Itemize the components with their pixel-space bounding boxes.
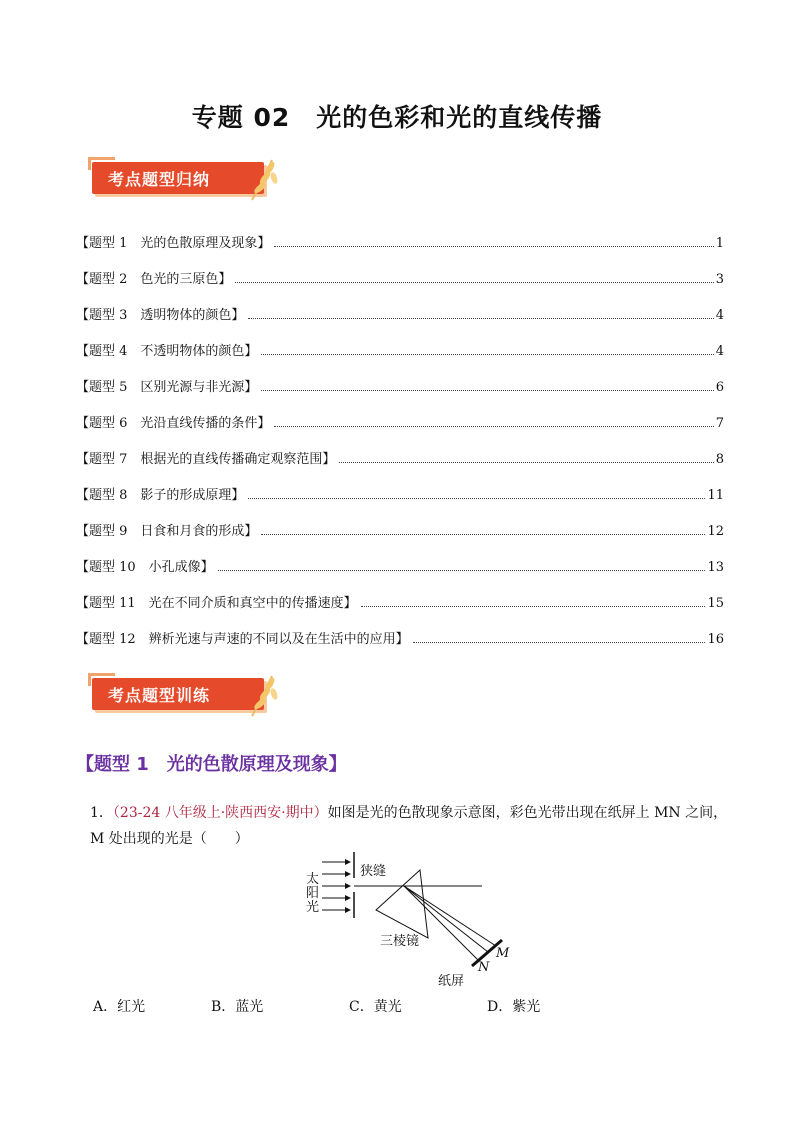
point-n-label: N [478, 960, 490, 975]
toc-entry-label: 【题型 8 影子的形成原理】 [76, 488, 245, 503]
toc-entry[interactable] [76, 448, 724, 468]
toc-entry-page: 4 [715, 344, 724, 359]
toc-entry-label: 【题型 7 根据光的直线传播确定观察范围】 [76, 452, 336, 467]
toc-leader [248, 497, 705, 499]
toc-entry[interactable] [76, 628, 724, 648]
toc-leader [218, 569, 706, 571]
toc-leader [235, 281, 713, 283]
question-1 [90, 800, 730, 852]
toc-entry-page: 13 [707, 560, 724, 575]
toc-entry-page: 8 [715, 452, 724, 467]
toc-entry-label: 【题型 3 透明物体的颜色】 [76, 308, 245, 323]
sunlight-label-3: 光 [306, 900, 320, 915]
wheat-leaf-icon [246, 672, 280, 720]
toc-leader [261, 533, 705, 535]
toc-leader [274, 245, 713, 247]
toc-entry[interactable] [76, 268, 724, 288]
toc-leader [413, 641, 706, 643]
question-number: 1． [90, 805, 113, 821]
toc-entry-label: 【题型 5 区别光源与非光源】 [76, 380, 258, 395]
toc-entry-page: 3 [715, 272, 724, 287]
page-title: 专题 02 光的色彩和光的直线传播 [191, 103, 603, 132]
toc-entry-label: 【题型 9 日食和月食的形成】 [76, 524, 258, 539]
prism-label: 三棱镜 [380, 934, 420, 949]
toc-leader [361, 605, 706, 607]
toc-leader [274, 425, 713, 427]
toc-entry[interactable] [76, 556, 724, 576]
toc-entry[interactable] [76, 484, 724, 504]
toc-leader [261, 353, 713, 355]
toc-entry[interactable] [76, 376, 724, 396]
toc-entry-page: 4 [715, 308, 724, 323]
toc-entry-label: 【题型 1 光的色散原理及现象】 [76, 236, 271, 251]
toc-entry-label: 【题型 11 光在不同介质和真空中的传播速度】 [76, 596, 357, 611]
section-banner-summary [90, 156, 282, 204]
toc-entry-page: 1 [715, 236, 724, 251]
slit-label: 狭缝 [360, 864, 387, 879]
point-m-label: M [496, 946, 510, 961]
question-source: （23-24 八年级上·陕西西安·期中） [112, 805, 328, 821]
option-a[interactable]: A．红光 [93, 999, 146, 1015]
toc-leader [261, 389, 713, 391]
toc-entry-page: 15 [707, 596, 724, 611]
toc-entry[interactable] [76, 520, 724, 540]
section-banner-training [90, 672, 282, 720]
option-b[interactable]: B．蓝光 [211, 999, 264, 1015]
toc-entry[interactable] [76, 592, 724, 612]
toc-entry[interactable] [76, 412, 724, 432]
toc-entry-page: 16 [707, 632, 724, 647]
sunlight-label-1: 太 [306, 872, 320, 887]
toc-entry[interactable] [76, 232, 724, 252]
toc-entry-label: 【题型 6 光沿直线传播的条件】 [76, 416, 271, 431]
toc-entry-page: 6 [715, 380, 724, 395]
dispersion-diagram [300, 848, 520, 988]
toc-entry-label: 【题型 4 不透明物体的颜色】 [76, 344, 258, 359]
toc-entry-label: 【题型 10 小孔成像】 [76, 560, 214, 575]
section-heading: 【题型 1 光的色散原理及现象】 [76, 754, 347, 775]
wheat-leaf-icon [246, 156, 280, 204]
toc-entry-label: 【题型 2 色光的三原色】 [76, 272, 232, 287]
toc-entry-page: 7 [715, 416, 724, 431]
toc-leader [248, 317, 713, 319]
banner-label: 考点题型归纳 [108, 170, 211, 189]
toc-entry[interactable] [76, 304, 724, 324]
toc-entry-page: 12 [707, 524, 724, 539]
toc-entry-label: 【题型 12 辨析光速与声速的不同以及在生活中的应用】 [76, 632, 409, 647]
toc-leader [339, 461, 713, 463]
question-text: 如图是光的色散现象示意图，彩色光带出现在纸屏上 MN 之间，M 处出现的光是（ ） [90, 805, 728, 847]
option-c[interactable]: C．黄光 [349, 999, 402, 1015]
toc-entry[interactable] [76, 340, 724, 360]
banner-label: 考点题型训练 [108, 686, 211, 705]
toc-entry-page: 11 [707, 488, 724, 503]
sunlight-label-2: 阳 [306, 886, 320, 901]
screen-label: 纸屏 [438, 974, 465, 989]
option-d[interactable]: D．紫光 [487, 999, 541, 1015]
